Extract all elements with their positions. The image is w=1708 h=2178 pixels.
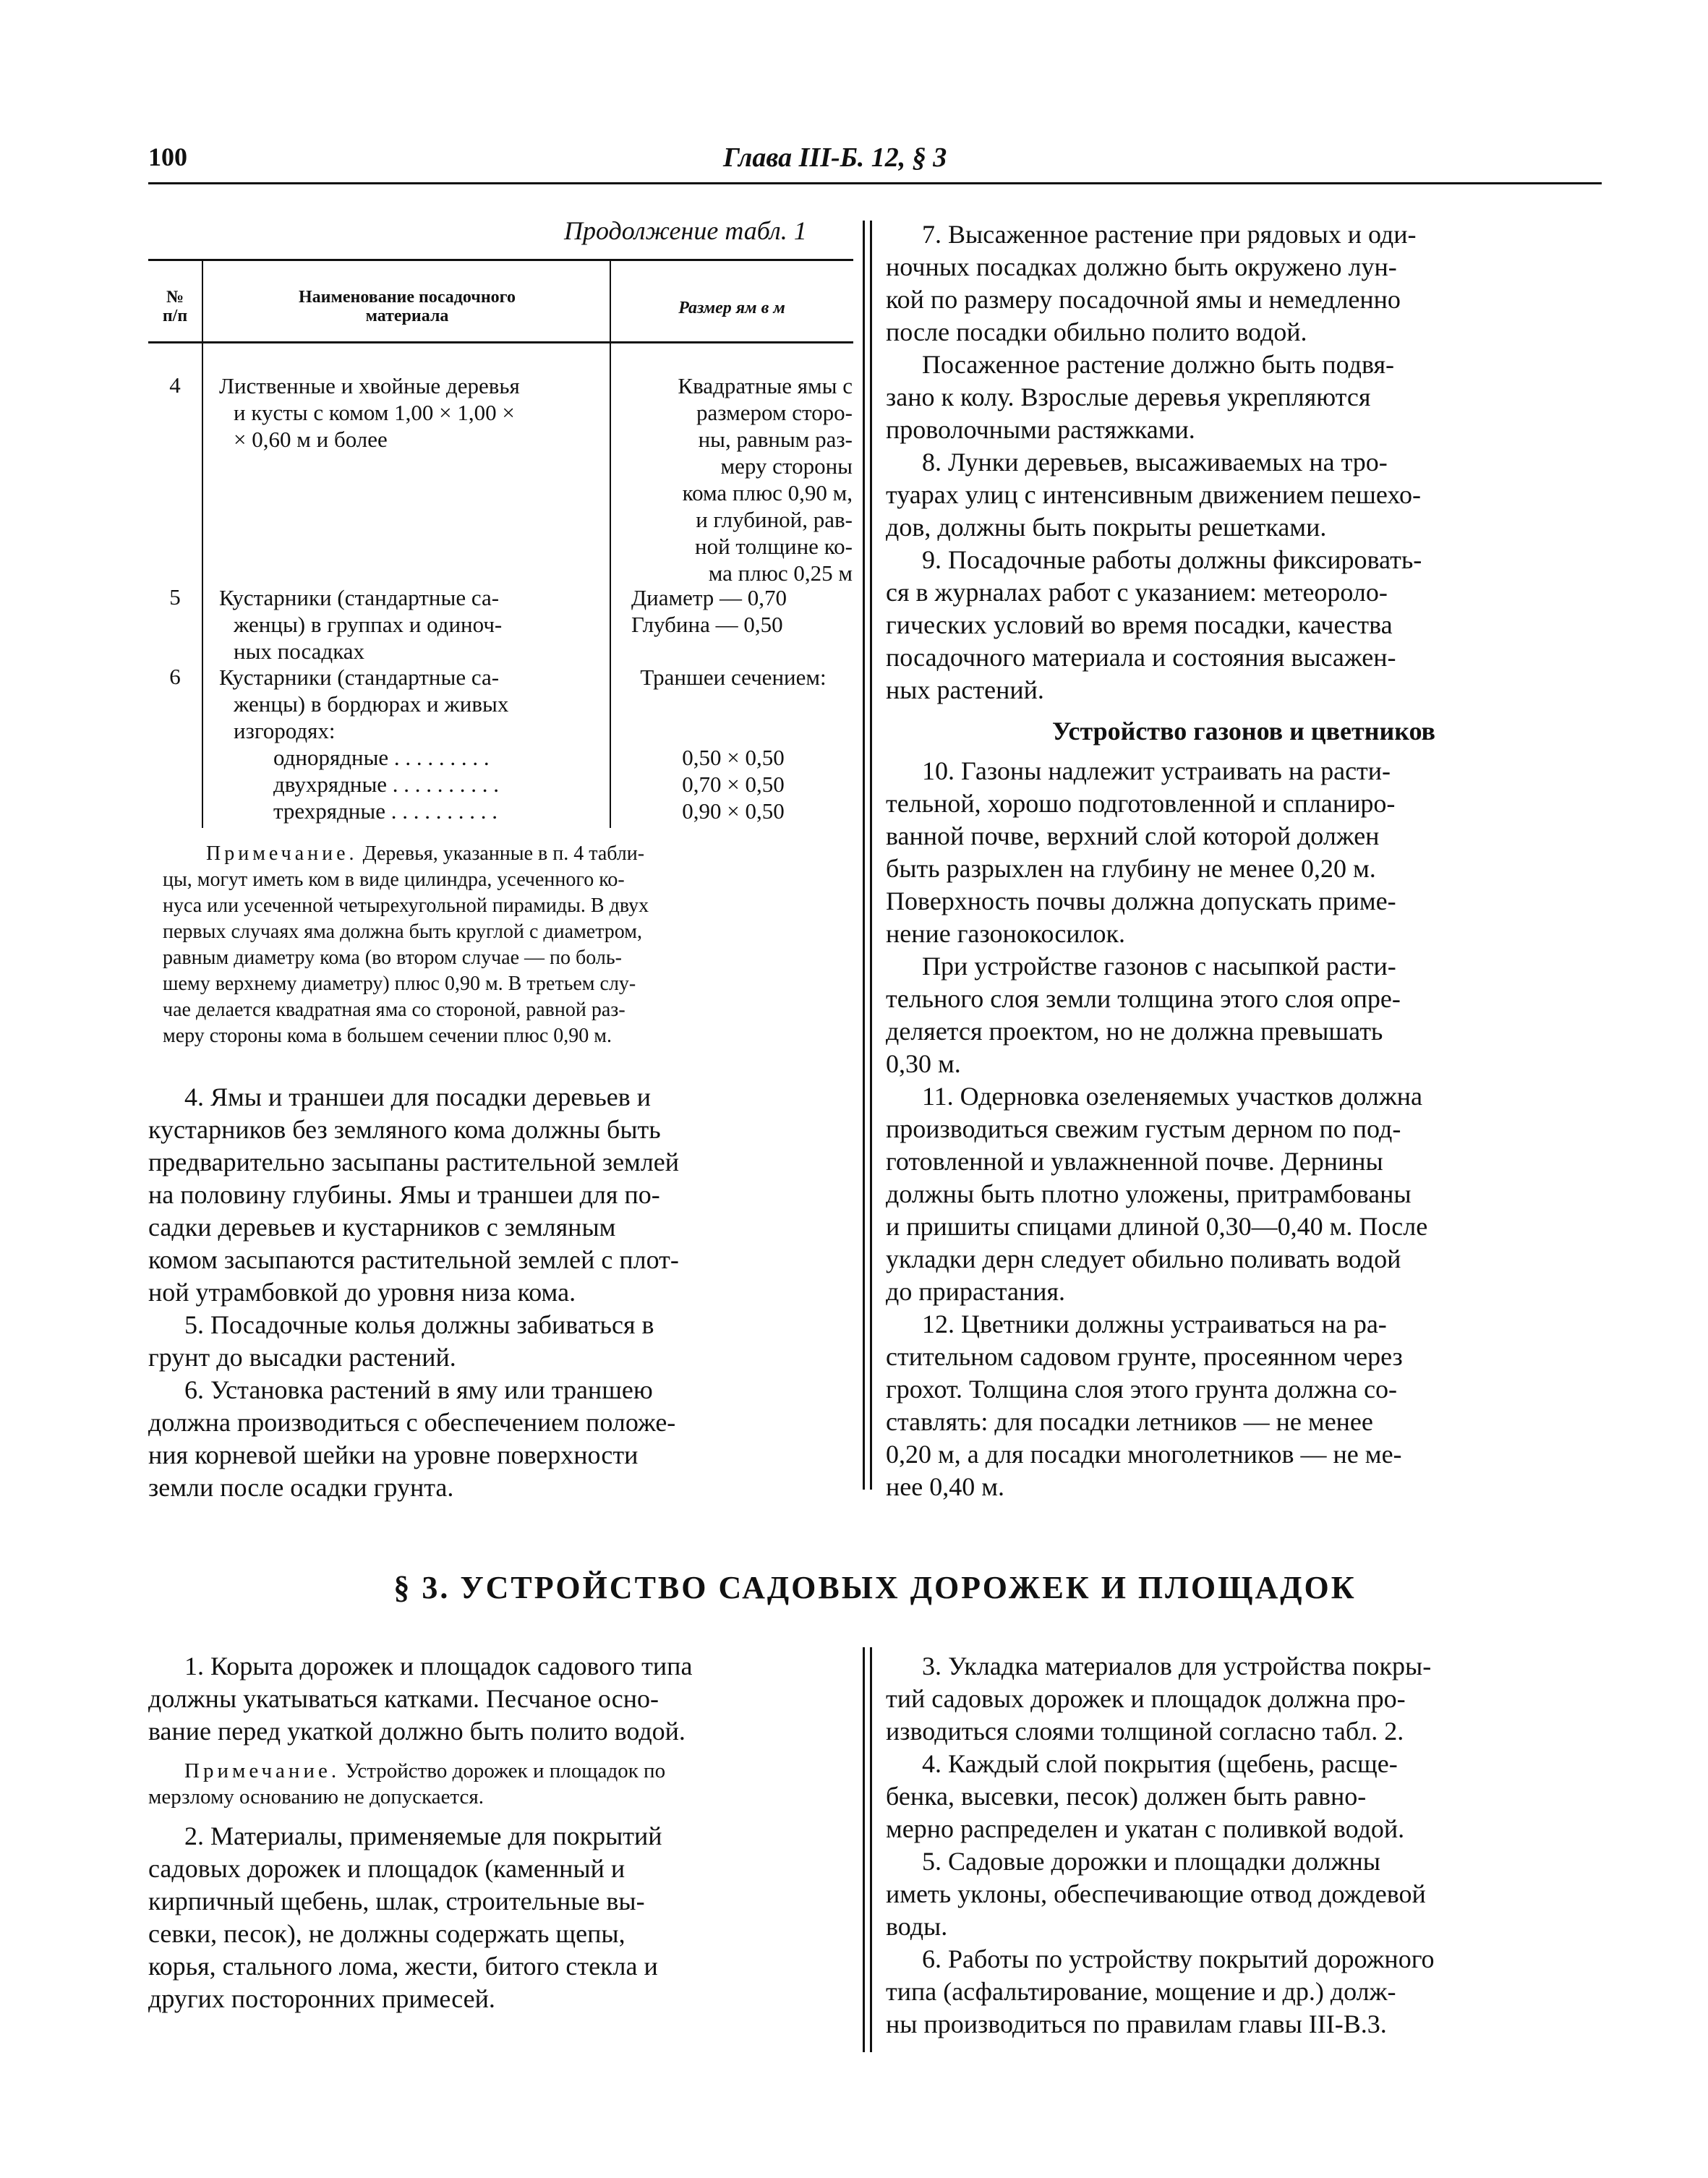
note-line: чае делается квадратная яма со стороной, равной раз-	[163, 999, 625, 1021]
row-4-name-line: × 0,60 м и более	[234, 427, 388, 452]
paragraph-9	[886, 544, 1602, 706]
row-4-size-line: ма плюс 0,25 м	[708, 560, 853, 586]
row-5-name-line: женцы) в группах и одиноч-	[234, 612, 503, 637]
table-col-divider-1	[202, 259, 203, 828]
table-note	[163, 841, 853, 1049]
text-line: ны производиться по правилам главы III-В.3.	[886, 2010, 1387, 2038]
text-line: севки, песок), не должны содержать щепы,	[148, 1919, 625, 1948]
text-line: 1. Корыта дорожек и площадок садового типа	[184, 1652, 693, 1681]
row-6-size-line: Траншеи сечением:	[640, 665, 827, 690]
paragraph-11	[886, 1080, 1602, 1308]
text-line: Посаженное растение должно быть подвя-	[922, 350, 1395, 379]
row-6-name-line: изгородях:	[234, 718, 336, 743]
left-column-text	[148, 1081, 853, 1504]
row-4-name-line: и кусты с комом 1,00 × 1,00 ×	[234, 400, 515, 425]
running-title: Глава III-Б. 12, § 3	[723, 142, 947, 173]
row-4-size-line: меру стороны	[720, 453, 853, 479]
text-line: кой по размеру посадочной ямы и немедленно	[886, 285, 1401, 314]
header-num	[148, 288, 202, 325]
text-line: тий садовых дорожек и площадок должна про-	[886, 1684, 1406, 1713]
text-line: 7. Высаженное растение при рядовых и оди-	[922, 220, 1417, 249]
text-line: должны укатываться катками. Песчаное осно-	[148, 1684, 659, 1713]
text-line: 0,20 м, а для посадки многолетников — не ме-	[886, 1440, 1402, 1469]
text-line: других посторонних примесей.	[148, 1984, 495, 2013]
table-col-divider-2	[610, 259, 611, 828]
text-line: 4. Ямы и траншеи для посадки деревьев и	[184, 1082, 652, 1111]
section-note	[148, 1758, 853, 1810]
row-4-size-line: и глубиной, рав-	[696, 507, 853, 532]
row-6-name-line: трехрядные . . . . . . . . . .	[273, 798, 498, 824]
note-label: Примечание.	[184, 1759, 341, 1782]
text-line: 9. Посадочные работы должны фиксировать-	[922, 545, 1422, 574]
paragraph-7b	[886, 349, 1602, 446]
paragraph-s3-6	[886, 1943, 1602, 2041]
text-line: туарах улиц с интенсивным движением пешехо-	[886, 480, 1421, 509]
text-line: до прирастания.	[886, 1277, 1066, 1306]
text-line: 2. Материалы, применяемые для покрытий	[184, 1822, 662, 1850]
row-6-size-line: 0,70 × 0,50	[682, 772, 785, 797]
paragraph-10b	[886, 950, 1602, 1080]
text-line: земли после осадки грунта.	[148, 1473, 454, 1502]
bottom-left-text	[148, 1650, 853, 2015]
text-line: бенка, высевки, песок) должен быть равно-	[886, 1782, 1367, 1811]
paragraph-6	[148, 1374, 853, 1504]
text-line: комом засыпаются растительной землей с плот-	[148, 1245, 679, 1274]
text-line: дов, должны быть покрыты решетками.	[886, 513, 1327, 542]
note-line: мерзлому основанию не допускается.	[148, 1785, 484, 1808]
text-line: укладки дерн следует обильно поливать водой	[886, 1244, 1401, 1273]
header-name-line1: Наименование посадочного	[299, 288, 516, 307]
text-line: тельной, хорошо подготовленной и спланиро-	[886, 789, 1396, 818]
paragraph-10	[886, 755, 1602, 950]
row-6-name-line: однорядные . . . . . . . . .	[273, 745, 490, 770]
bottom-right-text	[886, 1650, 1602, 2041]
text-line: садовых дорожек и площадок (каменный и	[148, 1854, 625, 1883]
row-5-name-line: ных посадках	[234, 639, 365, 664]
paragraph-s3-5	[886, 1845, 1602, 1943]
table-top-rule	[148, 259, 853, 261]
text-line: 6. Установка растений в яму или траншею	[184, 1375, 653, 1404]
text-line: мерно распределен и укатан с поливкой водой.	[886, 1814, 1405, 1843]
row-4-size-line: размером сторо-	[696, 400, 853, 425]
text-line: вание перед укаткой должно быть полито водой.	[148, 1717, 686, 1746]
table-caption: Продолжение табл. 1	[564, 216, 807, 245]
planting-table	[148, 259, 853, 837]
text-line: 5. Садовые дорожки и площадки должны	[922, 1847, 1380, 1876]
text-line: должны быть плотно уложены, притрамбованы	[886, 1179, 1412, 1208]
text-line: нение газонокосилок.	[886, 919, 1126, 948]
text-line: 12. Цветники должны устраиваться на ра-	[922, 1310, 1387, 1338]
row-6-name-line: двухрядные . . . . . . . . . .	[273, 772, 500, 797]
row-6-name-line: Кустарники (стандартные са-	[219, 665, 500, 690]
table-header-rule	[148, 341, 853, 343]
section-title: § 3. УСТРОЙСТВО САДОВЫХ ДОРОЖЕК И ПЛОЩАДОК	[393, 1570, 1357, 1605]
text-line: ной утрамбовкой до уровня низа кома.	[148, 1278, 576, 1307]
note-line: первых случаях яма должна быть круглой с диаметром,	[163, 921, 642, 943]
row-6-size-line	[614, 717, 853, 744]
paragraph-12	[886, 1308, 1602, 1503]
lower-column-divider-left-line	[863, 1647, 865, 2052]
note-line: меру стороны кома в большем сечении плюс 0,90 м.	[163, 1025, 612, 1047]
row-5-size-line: Диаметр — 0,70	[631, 585, 787, 610]
text-line: стительном садовом грунте, просеянном через	[886, 1342, 1403, 1371]
note-line: Деревья, указанные в п. 4 табли-	[362, 842, 645, 865]
text-line: после посадки обильно полито водой.	[886, 317, 1307, 346]
row-5-num: 5	[169, 584, 181, 610]
text-line: 5. Посадочные колья должны забиваться в	[184, 1310, 654, 1339]
text-line: 8. Лунки деревьев, высаживаемых на тро-	[922, 448, 1388, 477]
header-name-line2: материала	[365, 307, 449, 325]
note-label: Примечание.	[206, 842, 358, 865]
text-line: 0,30 м.	[886, 1049, 961, 1078]
lower-column-divider-right-line	[870, 1647, 872, 2052]
text-line: иметь уклоны, обеспечивающие отвод дождевой	[886, 1879, 1426, 1908]
text-line: изводиться слоями толщиной согласно табл. 2.	[886, 1717, 1404, 1746]
text-line: нее 0,40 м.	[886, 1472, 1005, 1501]
row-4-name-line: Лиственные и хвойные деревья	[219, 373, 520, 398]
note-line: Устройство дорожек и площадок по	[345, 1759, 666, 1782]
text-line: проволочными растяжками.	[886, 415, 1195, 444]
header-rule	[148, 182, 1602, 184]
text-line: 6. Работы по устройству покрытий дорожного	[922, 1944, 1435, 1973]
row-4-size-line: кома плюс 0,90 м,	[682, 480, 853, 505]
text-line: посадочного материала и состояния высажен-	[886, 643, 1396, 672]
text-line: кустарников без земляного кома должны быть	[148, 1115, 661, 1144]
text-line: тельного слоя земли толщина этого слоя опре-	[886, 984, 1401, 1013]
row-5-name-line: Кустарники (стандартные са-	[219, 585, 500, 610]
column-divider-left-line	[863, 221, 865, 1490]
text-line: готовленной и увлажненной почве. Дернины	[886, 1147, 1383, 1176]
row-5-name	[219, 584, 602, 665]
text-line: быть разрыхлен на глубину не менее 0,20 м.	[886, 854, 1376, 883]
text-line: на половину глубины. Ямы и траншеи для по-	[148, 1180, 660, 1209]
text-line: садки деревьев и кустарников с земляным	[148, 1213, 616, 1242]
note-line: нуса или усеченной четырехугольной пирамиды. В двух	[163, 894, 649, 917]
subheading-lawns: Устройство газонов и цветников	[1051, 717, 1436, 746]
text-line: кирпичный щебень, шлак, строительные вы-	[148, 1887, 645, 1916]
text-line: грохот. Толщина слоя этого грунта должна со-	[886, 1375, 1398, 1404]
row-6-name-line: женцы) в бордюрах и живых	[234, 691, 509, 717]
text-line: зано к колу. Взрослые деревья укрепляются	[886, 383, 1371, 411]
right-column-text	[886, 218, 1602, 1503]
header-size: Размер ям в м	[678, 299, 785, 317]
row-4-size	[614, 372, 853, 586]
paragraph-4	[148, 1081, 853, 1309]
row-6-size-line	[614, 691, 853, 717]
row-6-size-line: 0,50 × 0,50	[682, 745, 785, 770]
paragraph-5	[148, 1309, 853, 1374]
paragraph-s3-3	[886, 1650, 1602, 1748]
note-line: равным диаметру кома (во втором случае — по боль-	[163, 947, 622, 969]
header-num-line1: №	[166, 288, 184, 307]
row-5-size	[631, 584, 848, 638]
row-4-size-line: ной толщине ко-	[695, 534, 853, 559]
text-line: должна производиться с обеспечением положе-	[148, 1408, 676, 1437]
text-line: 10. Газоны надлежит устраивать на расти-	[922, 756, 1391, 785]
row-6-num: 6	[169, 664, 181, 689]
header-name	[206, 288, 608, 325]
row-6-size	[614, 664, 853, 824]
text-line: Поверхность почвы должна допускать приме-	[886, 887, 1396, 915]
row-5-size-line: Глубина — 0,50	[631, 612, 783, 637]
text-line: гических условий во время посадки, качества	[886, 610, 1393, 639]
text-line: ных растений.	[886, 675, 1044, 704]
text-line: производиться свежим густым дерном по под-	[886, 1114, 1401, 1143]
row-4-size-line: ны, равным раз-	[698, 427, 853, 452]
paragraph-7	[886, 218, 1602, 349]
header-num-line2: п/п	[162, 307, 188, 325]
paragraph-8	[886, 446, 1602, 544]
text-line: грунт до высадки растений.	[148, 1343, 456, 1372]
row-4-name	[219, 372, 602, 453]
text-line: 4. Каждый слой покрытия (щебень, расще-	[922, 1749, 1398, 1778]
text-line: ся в журналах работ с указанием: метеороло-	[886, 578, 1388, 607]
row-4-size-line: Квадратные ямы с	[678, 373, 853, 398]
text-line: 3. Укладка материалов для устройства покры-	[922, 1652, 1432, 1681]
text-line: ванной почве, верхний слой которой должен	[886, 821, 1380, 850]
text-line: воды.	[886, 1912, 948, 1941]
text-line: деляется проектом, но не должна превышать	[886, 1017, 1383, 1046]
text-line: ночных посадках должно быть окружено лун-	[886, 252, 1397, 281]
row-4-num: 4	[169, 372, 181, 398]
text-line: и пришиты спицами длиной 0,30—0,40 м. После	[886, 1212, 1428, 1241]
row-6-size-line: 0,90 × 0,50	[682, 798, 785, 824]
note-line: цы, могут иметь ком в виде цилиндра, усеченного ко-	[163, 868, 625, 891]
text-line: ставлять: для посадки летников — не менее	[886, 1407, 1373, 1436]
text-line: предварительно засыпаны растительной землей	[148, 1148, 680, 1176]
note-line: шему верхнему диаметру) плюс 0,90 м. В третьем слу-	[163, 973, 636, 995]
text-line: типа (асфальтирование, мощение и др.) долж-	[886, 1977, 1396, 2006]
page-number: 100	[148, 142, 187, 171]
text-line: 11. Одерновка озеленяемых участков должна	[922, 1082, 1422, 1111]
text-line: ния корневой шейки на уровне поверхности	[148, 1440, 639, 1469]
text-line: При устройстве газонов с насыпкой расти-	[922, 952, 1396, 981]
column-divider-right-line	[870, 221, 872, 1490]
paragraph-s3-1	[148, 1650, 853, 1748]
text-line: корья, стального лома, жести, битого стекла и	[148, 1952, 658, 1981]
row-6-name	[219, 664, 602, 824]
paragraph-s3-2	[148, 1820, 853, 2015]
paragraph-s3-4	[886, 1748, 1602, 1845]
